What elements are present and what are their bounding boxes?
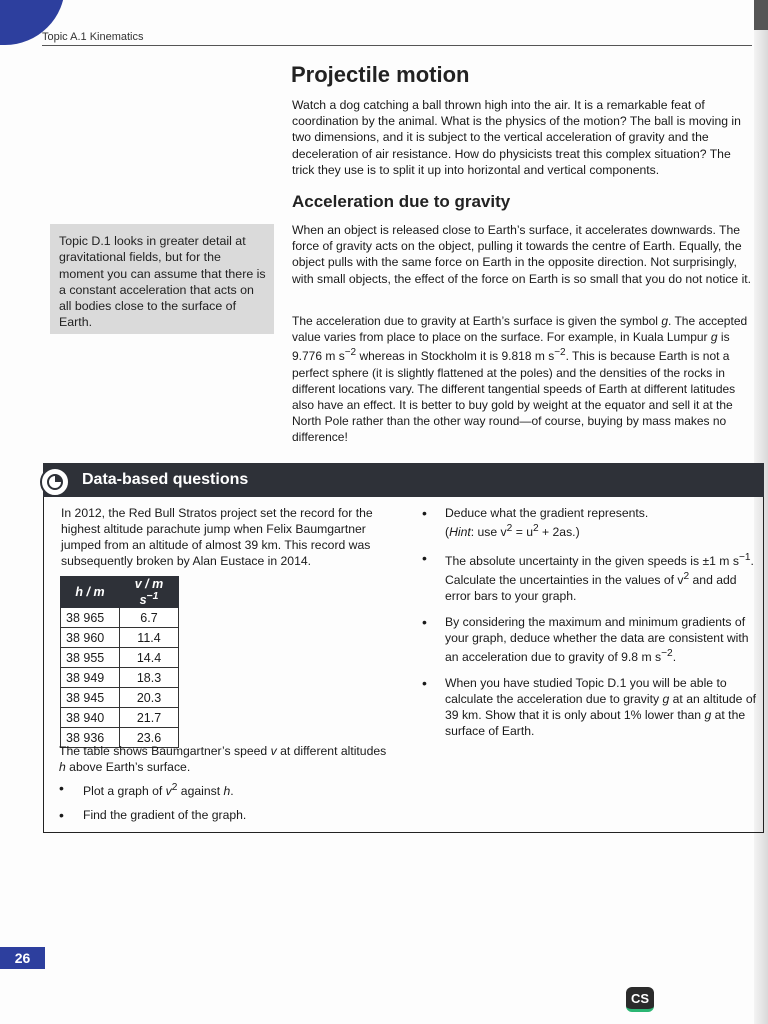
right-question-list [422, 505, 760, 749]
gravity-paragraph-1: When an object is released close to Earth’s surface, it accelerates downwards. The force of gravity acts on the object, pulling it towards the centre of Earth. Equally, the object pulls with the same force on Earth in the opposite direction. Not surprisingly, with small objects, the effect of the force on Earth is so small that you do not notice it. [292, 223, 752, 286]
gravity-paragraph-2: The acceleration due to gravity at Earth’s surface is given the symbol g. The accepted value varies from place to place on the surface. For example, in Kuala Lumpur g is 9.776 m $s^{-2}$ whereas in Stockholm it is 9.818 m $s^{-2}$. This is because Earth is not a perfect sphere (it is slightly flattened at the poles) and the densities of the rocks in different locations vary. The different tangential speeds of Earth at different latitudes also have an effect. It is better to buy gold by weight at the equator and sell it at the North Pole rather than the other way round—of course, buying by mass makes no difference! [292, 314, 748, 445]
column-header-v: v / m $s^{-1}$ [120, 577, 179, 608]
table-row: 38 940 21.7 [61, 708, 179, 728]
table-row: 38 936 23.6 [61, 728, 179, 748]
table-row: 38 965 6.7 [61, 608, 179, 628]
table-row: 38 960 11.4 [61, 628, 179, 648]
dbq-intro: In 2012, the Red Bull Stratos project set the record for the highest altitude parachute jump when Felix Baumgartner jumped from an altitude of almost 39 km. This record was subsequently broken by Alan Eustace in 2014. [61, 506, 373, 568]
table-row: 38 949 18.3 [61, 668, 179, 688]
scanner-logo: CS [626, 987, 654, 1012]
list-item: • The absolute uncertainty in the given speeds is ±1 m $s^{-1}$. Calculate the uncertainties in the values of $v^2$ and add error bars to your graph. [422, 550, 760, 604]
section-title: Projectile motion [291, 62, 470, 87]
chart-icon [40, 467, 70, 497]
table-row: 38 955 14.4 [61, 648, 179, 668]
left-question-list [59, 780, 246, 831]
table-caption: The table shows Baumgartner’s speed v at different altitudes h above Earth’s surface. [59, 744, 387, 774]
page-number: 26 [0, 947, 45, 969]
subsection-title: Acceleration due to gravity [292, 192, 511, 211]
column-header-h: h / m [61, 577, 120, 608]
header-rule [42, 45, 752, 46]
list-item: • Deduce what the gradient represents. (Hint: use $v^2 = u^2 + 2as$.) [422, 505, 760, 540]
table-row: 38 945 20.3 [61, 688, 179, 708]
page-edge-shadow [754, 0, 768, 30]
list-item: • When you have studied Topic D.1 you will be able to calculate the acceleration due to gravity g at an altitude of 39 km. Show that it is only about 1% lower than g at the surface of Earth. [422, 675, 760, 739]
section-intro: Watch a dog catching a ball thrown high into the air. It is a remarkable feat of coordination by the animal. What is the physics of the motion? The ball is moving in two dimensions, and it is subject to the vertical acceleration of gravity and the deceleration of air resistance. How do physicists treat this complex situation? The trick they use is to split it up into horizontal and vertical components. [292, 98, 741, 177]
data-based-questions-title: Data-based questions [82, 471, 249, 488]
list-item: • Plot a graph of $v^2$ against h. [59, 780, 246, 799]
topic-header: Topic A.1 Kinematics [42, 31, 144, 43]
list-item: • By considering the maximum and minimum gradients of your graph, deduce whether the data are consistent with an acceleration due to gravity of 9.8 m $s^{-2}$. [422, 614, 760, 665]
speed-altitude-table [60, 576, 179, 748]
list-item: • Find the gradient of the graph. [59, 807, 246, 823]
sidebar-note: Topic D.1 looks in greater detail at gravitational fields, but for the moment you can assume that there is a constant acceleration that acts on all bodies close to the surface of Earth. [50, 224, 274, 334]
